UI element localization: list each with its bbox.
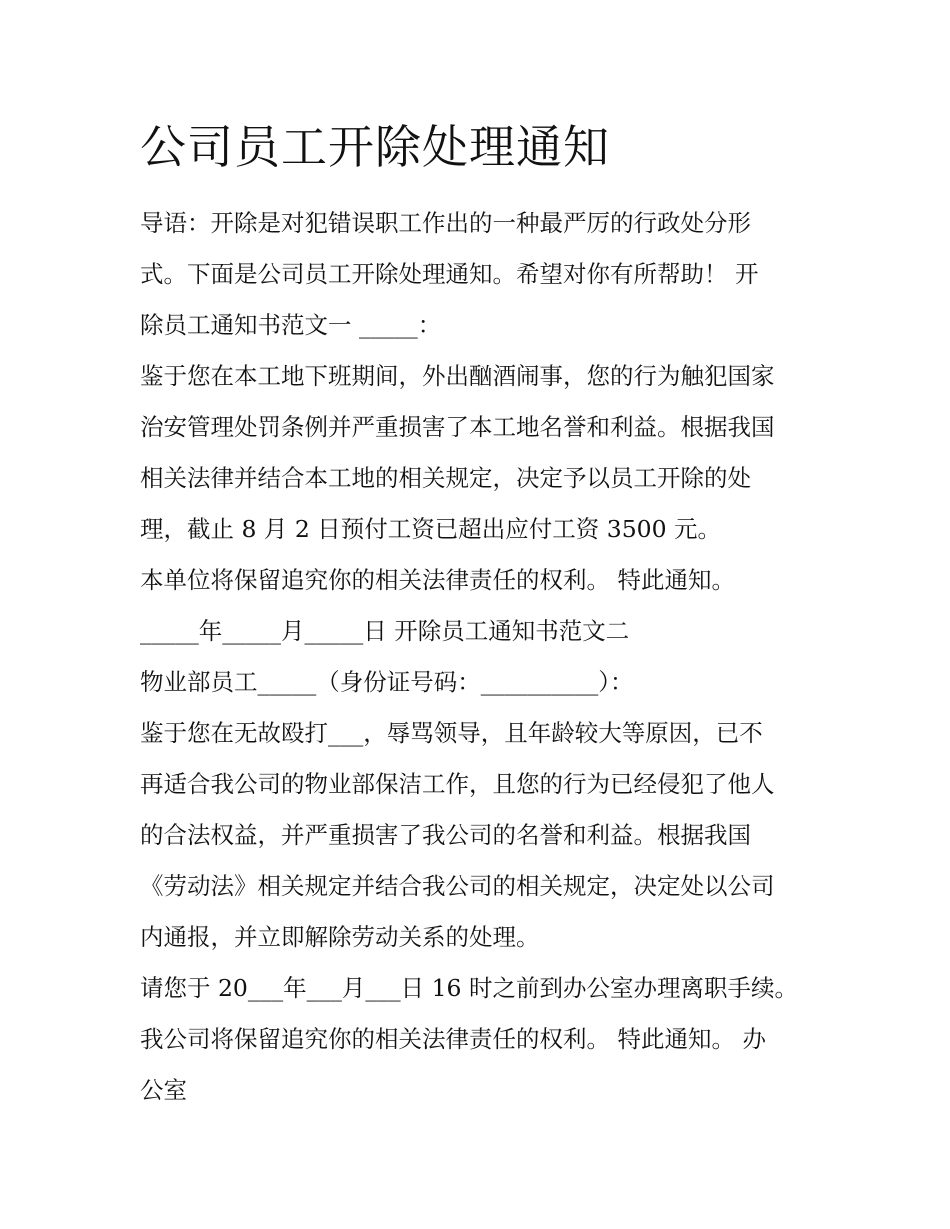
- body-line-11: 鉴于您在无故殴打___，辱骂领导，且年龄较大等原因，已不: [140, 719, 763, 747]
- body-line-7: 理，截止 8 月 2 日预付工资已超出应付工资 3500 元。: [140, 515, 722, 543]
- body-line-8: 本单位将保留追究你的相关法律责任的权利。 特此通知。: [140, 566, 735, 594]
- body-line-12: 再适合我公司的物业部保洁工作，且您的行为已经侵犯了他人: [140, 770, 775, 798]
- document-body: [140, 198, 820, 1116]
- body-line-16: 请您于 20___年___月___日 16 时之前到办公室办理离职手续。: [140, 974, 798, 1002]
- body-line-3: 除员工通知书范文一 _____：: [140, 311, 442, 339]
- body-line-6: 相关法律并结合本工地的相关规定，决定予以员工开除的处: [140, 464, 751, 492]
- body-line-15: 内通报，并立即解除劳动关系的处理。: [140, 923, 540, 951]
- body-line-14: 《劳动法》相关规定并结合我公司的相关规定，决定处以公司: [140, 872, 775, 900]
- body-line-5: 治安管理处罚条例并严重损害了本工地名誉和利益。根据我国: [140, 413, 775, 441]
- body-line-10: 物业部员工_____（身份证号码：__________）：: [140, 668, 634, 696]
- document-title: 公司员工开除处理通知: [140, 120, 610, 174]
- body-line-17: 我公司将保留追究你的相关法律责任的权利。 特此通知。 办: [140, 1025, 766, 1053]
- body-line-9: _____年_____月_____日 开除员工通知书范文二: [140, 617, 630, 645]
- body-line-4: 鉴于您在本工地下班期间，外出酗酒闹事，您的行为触犯国家: [140, 362, 775, 390]
- body-line-2: 式。下面是公司员工开除处理通知。希望对你有所帮助！ 开: [140, 260, 759, 288]
- body-line-18: 公室: [140, 1076, 187, 1104]
- body-line-1: 导语：开除是对犯错误职工作出的一种最严厉的行政处分形: [140, 209, 751, 237]
- body-line-13: 的合法权益，并严重损害了我公司的名誉和利益。根据我国: [140, 821, 751, 849]
